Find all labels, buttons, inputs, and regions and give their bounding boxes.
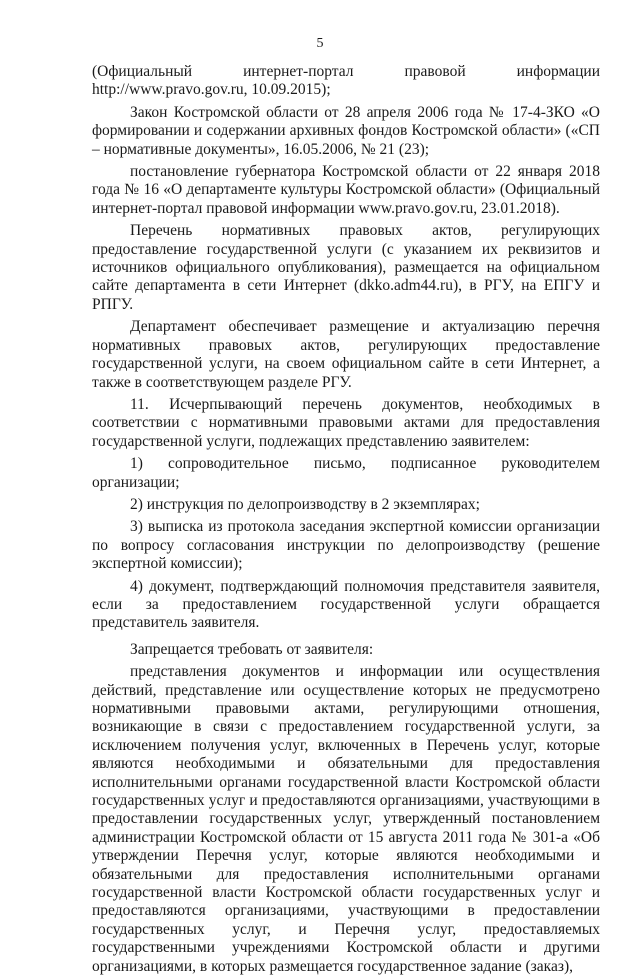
list-item-3: 3) выписка из протокола заседания экспертной комиссии организации по вопросу согласования инструкции по делопроизводству (решение экспертной комиссии); bbox=[92, 518, 600, 573]
page-number: 5 bbox=[316, 36, 324, 51]
paragraph-prohibition-heading: Запрещается требовать от заявителя: bbox=[130, 640, 374, 658]
list-item-1: 1) сопроводительное письмо, подписанное руководителем организации; bbox=[92, 455, 600, 491]
paragraph-acts-list-placement: Перечень нормативных правовых актов, регулирующих предоставление государственной услуги (с указанием их реквизитов и источников официального опубликования), размещается на официальном сайте департамента в сети Интернет (dkko.adm44.ru), в РГУ, на ЕПГУ и РПГУ. bbox=[92, 222, 600, 313]
paragraph-governor-resolution: постановление губернатора Костромской области от 22 января 2018 года № 16 «О департаменте культуры Костромской области» (Официальный интернет-портал правовой информации www.pravo.gov.ru, 23.01.2018). bbox=[92, 163, 600, 217]
paragraph-prohibition-1: представления документов и информации или осуществления действий, представление или осуществление которых не предусмотрено нормативными правовыми актами, регулирующими отношения, возникающие в связи с предоставлением государственной услуги, за исключением получения услуг, включенных в Перечень услуг, которые являются необходимыми и обязательными для предоставления исполнительными органами государственной власти Костромской области государственных услуг и предоставляются организациями, участвующими в предоставлении государственных услуг, утвержденный постановлением администрации Костромской области от 15 августа 2011 года № 301-а «Об утверждении Перечня услуг, которые являются необходимыми и обязательными для предоставления исполнительными органами государственной власти Костромской области государственных услуг и предоставляются организациями, участвующими в предоставлении государственных услуг, и Перечня услуг, предоставляемых государственными учреждениями Костромской области и другими организациями, в которых размещается государственное задание (заказ), bbox=[92, 663, 600, 975]
paragraph-section-11: 11. Исчерпывающий перечень документов, необходимых в соответствии с нормативными правовыми актами для предоставления государственной услуги, подлежащих представлению заявителем: bbox=[92, 395, 600, 450]
paragraph-regional-law: Закон Костромской области от 28 апреля 2006 года № 17-4-ЗКО «О формировании и содержании архивных фондов Костромской области» («СП – нормативные документы», 16.05.2006, № 21 (23); bbox=[92, 103, 600, 158]
list-item-2: 2) инструкция по делопроизводству в 2 экземплярах; bbox=[130, 495, 480, 513]
paragraph-source-continuation: (Официальный интернет-портал правовой информации http://www.pravo.gov.ru, 10.09.2015); bbox=[92, 63, 600, 99]
document-body bbox=[92, 63, 600, 980]
list-item-4: 4) документ, подтверждающий полномочия представителя заявителя, если за предоставлением государственной услуги обращается представитель заявителя. bbox=[92, 577, 600, 632]
paragraph-department-duties: Департамент обеспечивает размещение и актуализацию перечня нормативных правовых актов, регулирующих предоставление государственной услуги, на своем официальном сайте в сети Интернет, а также в соответствующем разделе РГУ. bbox=[92, 318, 600, 391]
